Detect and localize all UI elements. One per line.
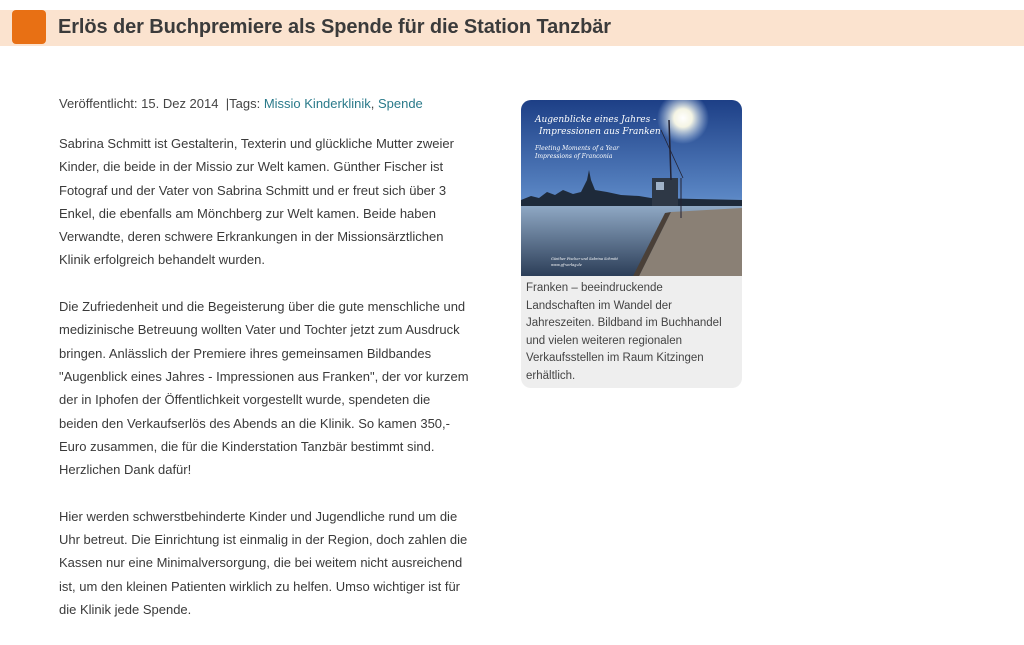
caption-line: erhältlich.	[526, 369, 576, 382]
meta-separator: |	[222, 96, 230, 111]
article-paragraph-2	[59, 295, 499, 481]
text-line: Enkel, die ebenfalls am Mönchberg zur Welt kamen. Beide haben	[59, 205, 436, 221]
text-line: Hier werden schwerstbehinderte Kinder und Jugendliche rund um die	[59, 508, 458, 524]
cover-subtitle-line-1: Fleeting Moments of a Year	[535, 145, 620, 152]
tag-separator: ,	[370, 96, 378, 111]
article-paragraph-3	[59, 505, 499, 621]
caption-line: Landschaften im Wandel der	[526, 299, 672, 312]
text-line: Klinik erfolgreich behandelt wurden.	[59, 252, 265, 268]
cover-publisher: www.gf-verlag.de	[551, 263, 582, 267]
text-line: medizinische Betreuung wollten Vater und Tochter jetzt zum Ausdruck	[59, 322, 460, 338]
text-line: beiden den Verkaufserlös des Abends an die Klinik. So kamen 350,-	[59, 415, 450, 431]
text-line: bringen. Anlässlich der Premiere ihres gemeinsamen Bildbandes	[59, 345, 432, 361]
text-line: Kinder, die beide in der Missio zur Welt kamen. Günther Fischer ist	[59, 159, 444, 175]
article-paragraph-1	[59, 132, 499, 272]
text-line: Euro zusammen, die für die Kinderstation Tanzbär bestimmt sind.	[59, 438, 435, 454]
published-date: Veröffentlicht: 15. Dez 2014	[59, 96, 219, 111]
text-line: Verwandte, deren schwere Erkrankungen in der Missionsärztlichen	[59, 229, 444, 245]
text-line: Herzlichen Dank dafür!	[59, 462, 192, 478]
text-line: Kassen nur eine Minimalversorgung, die bei weitem nicht ausreichend	[59, 555, 463, 571]
text-line: "Augenblick eines Jahres - Impressionen aus Franken", der vor kurzem	[59, 368, 469, 384]
text-line: Uhr betreut. Die Einrichtung ist einmalig in der Region, doch zahlen die	[59, 532, 468, 548]
book-figure	[521, 100, 742, 388]
title-bar	[0, 10, 1024, 46]
cover-authors: Günther Fischer und Sabrina Schmitt	[551, 257, 618, 261]
text-line: der in Iphofen der Öffentlichkeit vorgestellt wurde, spendeten die	[59, 392, 431, 408]
text-line: Die Zufriedenheit und die Begeisterung über die gute menschliche und	[59, 299, 466, 315]
text-line: Sabrina Schmitt ist Gestalterin, Texterin und glückliche Mutter zweier	[59, 136, 454, 151]
text-line: Fotograf und der Vater von Sabrina Schmitt und er freut sich über 3	[59, 182, 447, 198]
article-meta	[59, 96, 423, 111]
tag-link-missio-kinderklinik[interactable]: Missio Kinderklinik	[263, 96, 371, 111]
tag-link-spende[interactable]: Spende	[377, 96, 423, 111]
title-accent-square	[12, 10, 46, 44]
figure-caption	[526, 280, 738, 386]
caption-line: Jahreszeiten. Bildband im Buchhandel	[526, 317, 722, 330]
text-line: die Klinik jede Spende.	[59, 601, 192, 617]
tags-label: Tags:	[229, 96, 261, 111]
text-line: ist, um den kleinen Patienten wirklich zu helfen. Umso wichtiger ist für	[59, 578, 461, 594]
caption-line: Verkaufsstellen im Raum Kitzingen	[526, 352, 704, 365]
cover-title-line-2: Impressionen aus Franken	[539, 127, 661, 137]
caption-line: Franken – beeindruckende	[526, 282, 663, 294]
article-body	[59, 132, 499, 645]
page-title: Erlös der Buchpremiere als Spende für die Station Tanzbär	[58, 16, 611, 38]
book-cover-image[interactable]	[521, 100, 742, 276]
cover-subtitle-line-2: Impressions of Franconia	[535, 153, 613, 160]
cover-title-line-1: Augenblicke eines Jahres -	[535, 115, 657, 125]
caption-line: und vielen weiteren regionalen	[526, 334, 682, 347]
